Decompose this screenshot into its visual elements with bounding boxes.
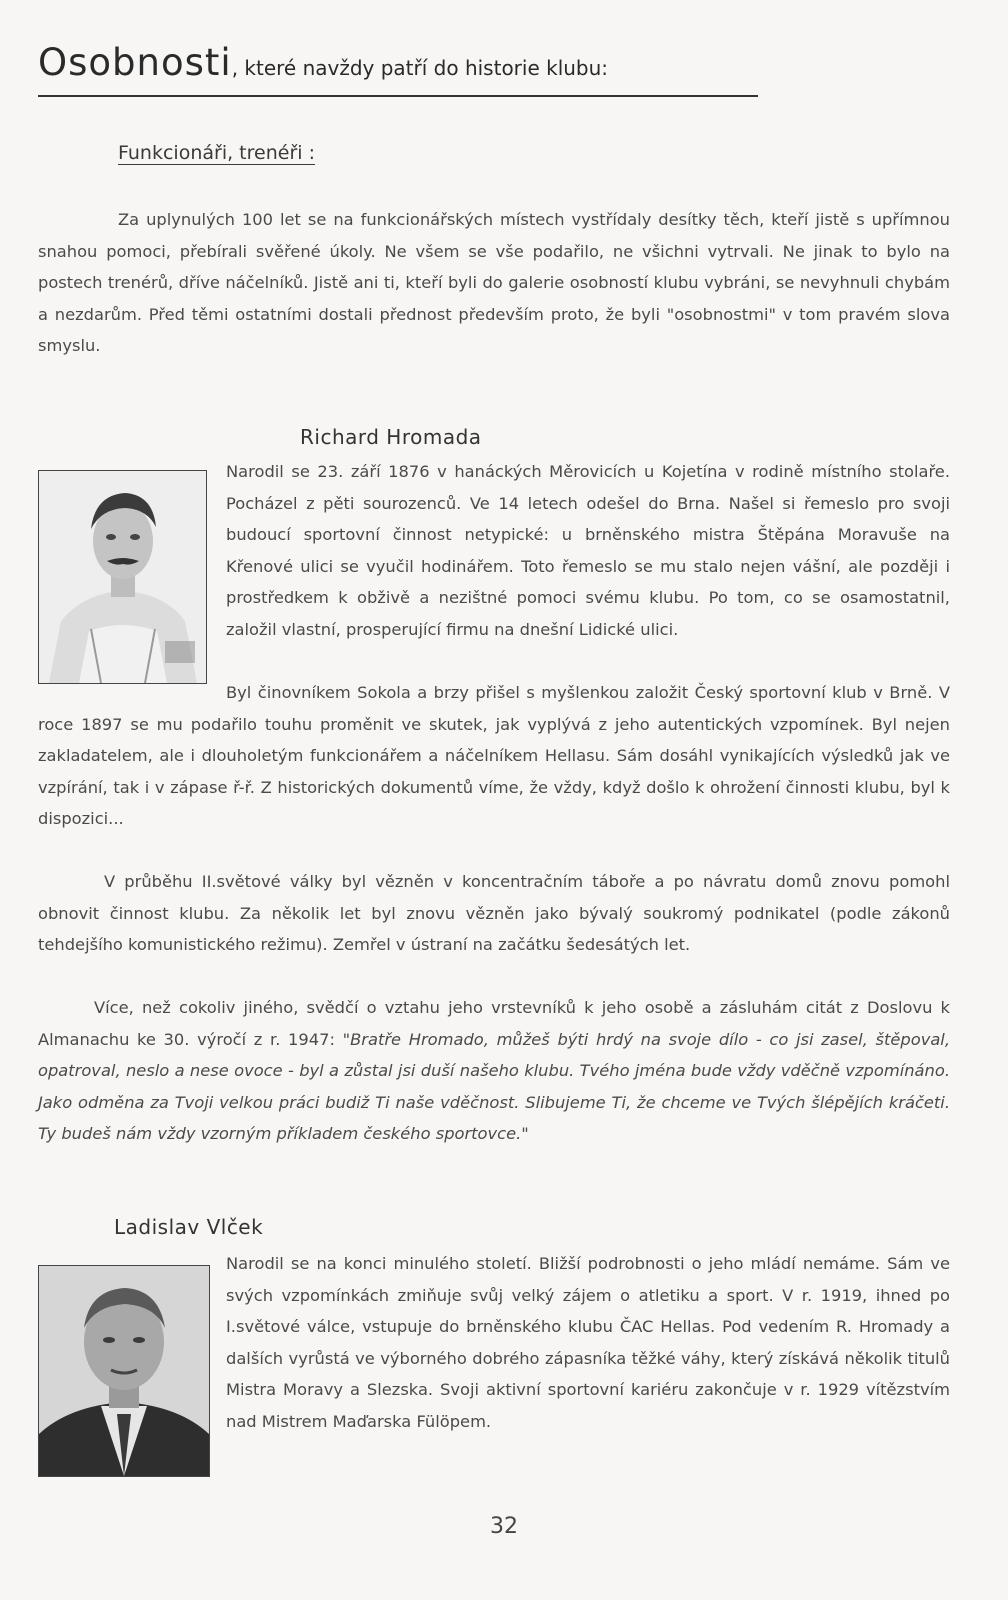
portrait-hromada <box>38 470 207 684</box>
page-title-rest: , které navždy patří do historie klubu: <box>231 56 609 80</box>
hromada-quote: "Bratře Hromado, můžeš býti hrdý na svoje dílo - co jsi zasel, štěpoval, opatroval, neslo a nese ovoce - byl a zůstal jsi duší našeho klubu. Tvého jména bude vždy vděčně vzpomínáno. Jako odměna za Tvoji velkou práci budiž Ti naše vděčnost. Slibujeme Ti, že chceme ve Tvých šlépějích kráčeti. Ty budeš nám vždy vzorným příkladem českého sportovce." <box>38 1029 951 1144</box>
person-name-hromada: Richard Hromada <box>300 425 482 449</box>
person-name-vlcek: Ladislav Vlček <box>114 1215 264 1239</box>
hromada-quote-intro: Více, než cokoliv jiného, svědčí o vztahu jeho vrstevníků k jeho osobě a zásluhám citát z Doslovu k Almanachu ke 30. výročí z r. 1947: <box>38 998 950 1049</box>
hromada-bio-war: V průběhu II.světové války byl vězněn v koncentračním táboře a po návratu domů znovu pomohl obnovit činnost klubu. Za několik let byl znovu vězněn jako bývalý soukromý podnikatel (podle zákonů tehdejšího komunistického režimu). Zemřel v ústraní na začátku šedesátých let. <box>38 872 950 955</box>
page-title-main: Osobnosti <box>38 41 232 84</box>
portrait-hromada-image <box>39 471 206 683</box>
hromada-bio-side: Narodil se 23. září 1876 v hanáckých Měrovicích u Kojetína v rodině místního stolaře. Pocházel z pěti sourozenců. Ve 14 letech odešel do Brna. Našel si řemeslo pro svoji budoucí sportovní činnost netypické: u brněnského mistra Štěpána Moravuše na Křenové ulici se vyučil hodinářem. Toto řemeslo se mu stalo nejen vášní, ale později i prostředkem k obživě a nezištné pomoci svému klubu. Po tom, co se osamostatnil, založil vlastní, prosperující firmu na dnešní Lidické ulici. <box>226 462 950 639</box>
intro-paragraph: Za uplynulých 100 let se na funkcionářských místech vystřídaly desítky těch, kteří jistě s upřímnou snahou pomoci, přebírali svěřené úkoly. Ne všem se vše podařilo, ne všichni vytrvali. Ne jinak to bylo na postech trenérů, dříve náčelníků. Jistě ani ti, kteří byli do galerie osobností klubu vybráni, se nevyhnuli chybám a nezdarům. Před těmi ostatními dostali přednost především proto, že byli "osobnostmi" v tom pravém slova smyslu. <box>38 210 950 356</box>
portrait-vlcek-image <box>39 1266 209 1476</box>
page-title <box>38 38 758 97</box>
section-title: Funkcionáři, trenéři : <box>118 142 315 164</box>
portrait-vlcek <box>38 1265 210 1477</box>
hromada-bio-quote <box>38 992 950 1150</box>
page-number: 32 <box>490 1514 518 1539</box>
vlcek-bio-side: Narodil se na konci minulého století. Bližší podrobnosti o jeho mládí nemáme. Sám ve svých vzpomínkách zmiňuje svůj velký zájem o atletiku a sport. V r. 1919, ihned po I.světové válce, vstupuje do brněnského klubu ČAC Hellas. Pod vedením R. Hromady a dalších vyrůstá ve výborného dobrého zápasníka těžké váhy, který získává několik titulů Mistra Moravy a Slezska. Svoji aktivní sportovní kariéru zakončuje v r. 1929 vítězstvím nad Mistrem Maďarska Fülöpem. <box>226 1254 950 1431</box>
hromada-bio-full <box>38 677 950 835</box>
hromada-bio-full-text: Byl činovníkem Sokola a brzy přišel s myšlenkou založit Český sportovní klub v Brně. V roce 1897 se mu podařilo touhu proměnit ve skutek, jak vyplývá z jeho autentických vzpomínek. Byl nejen zakladatelem, ale i dlouholetým funkcionářem a náčelníkem Hellasu. Sám dosáhl vynikajících výsledků jak ve vzpírání, tak i v zápase ř-ř. Z historických dokumentů víme, že vždy, když došlo k ohrožení činnosti klubu, byl k dispozici... <box>38 683 950 829</box>
